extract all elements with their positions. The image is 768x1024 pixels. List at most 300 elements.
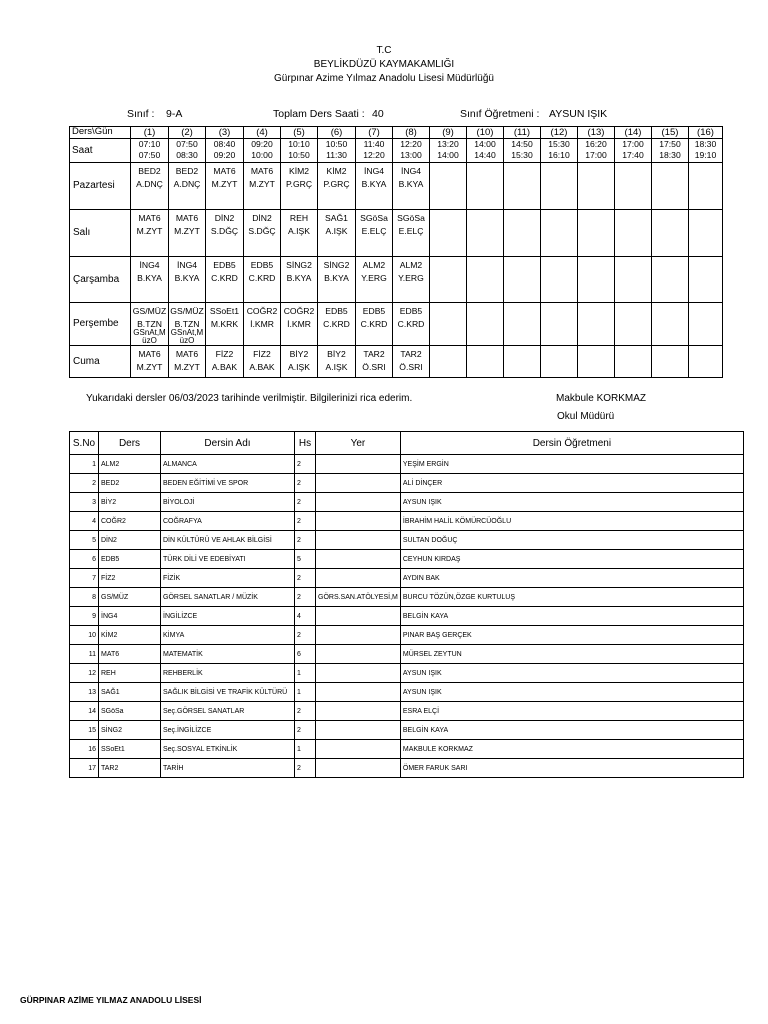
lesson-cell	[541, 163, 578, 210]
lesson-code: KİM2	[326, 166, 347, 176]
teacher-code: E.ELÇ	[398, 226, 424, 236]
course-place	[316, 626, 401, 645]
start-time: 10:50	[325, 139, 348, 149]
teacher-code: B.KYA	[324, 273, 349, 283]
hour-number: (10)	[467, 127, 504, 139]
table-row	[70, 626, 744, 645]
course-name: REHBERLİK	[161, 664, 295, 683]
lesson-code: EDB5	[213, 260, 236, 270]
lesson-cell	[281, 163, 318, 210]
course-place	[316, 721, 401, 740]
teacher-code: S.DĞÇ	[248, 226, 276, 236]
course-name: SAĞLIK BİLGİSİ VE TRAFİK KÜLTÜRÜ	[161, 683, 295, 702]
course-code: TAR2	[99, 759, 161, 778]
course-hours: 2	[295, 588, 316, 607]
table-row	[70, 683, 744, 702]
teacher-code: İ.KMR	[250, 319, 274, 329]
lesson-cell	[615, 303, 652, 346]
course-teacher: BELGİN KAYA	[400, 721, 743, 740]
end-time: 07:50	[138, 150, 161, 160]
row-number: 11	[70, 645, 99, 664]
lesson-code: REH	[289, 213, 309, 223]
start-time: 07:50	[176, 139, 198, 149]
room-code: GSnAt,M	[133, 329, 166, 337]
lesson-cell	[393, 346, 430, 378]
teacher-label: Sınıf Öğretmeni :	[460, 108, 540, 120]
teacher-code: B.KYA	[174, 273, 200, 283]
class-value: 9-A	[166, 108, 183, 120]
table-row	[70, 588, 744, 607]
hour-number: (9)	[430, 127, 467, 139]
hour-number: (6)	[318, 127, 356, 139]
lesson-cell	[393, 163, 430, 210]
time-slot	[430, 139, 467, 163]
lesson-code: İNG4	[400, 166, 422, 176]
end-time: 18:30	[659, 150, 681, 160]
lesson-code: SAĞ1	[325, 213, 348, 223]
course-hours: 2	[295, 721, 316, 740]
lesson-cell	[206, 303, 244, 346]
start-time: 18:30	[694, 139, 717, 149]
teacher-code: Y.ERG	[361, 273, 387, 283]
lesson-code: TAR2	[400, 349, 422, 359]
course-place	[316, 569, 401, 588]
course-hours: 2	[295, 531, 316, 550]
hour-number: (13)	[578, 127, 615, 139]
lesson-cell	[206, 163, 244, 210]
lesson-code: FİZ2	[253, 349, 271, 359]
teacher-code: M.ZYT	[174, 226, 200, 236]
lesson-cell	[318, 257, 356, 303]
lesson-code: TAR2	[363, 349, 385, 359]
teacher-code: A.BAK	[211, 362, 238, 372]
row-number: 6	[70, 550, 99, 569]
end-time: 19:10	[694, 150, 717, 160]
lesson-cell	[504, 257, 541, 303]
lesson-cell	[356, 303, 393, 346]
course-place	[316, 645, 401, 664]
row-number: 12	[70, 664, 99, 683]
hour-number: (16)	[689, 127, 723, 139]
course-teacher: AYSUN IŞIK	[400, 664, 743, 683]
teacher-code: A.IŞK	[325, 362, 348, 372]
hour-number: (12)	[541, 127, 578, 139]
course-place	[316, 607, 401, 626]
lesson-cell	[467, 210, 504, 257]
table-row	[70, 664, 744, 683]
lesson-cell	[281, 210, 318, 257]
start-time: 10:10	[288, 139, 310, 149]
lesson-cell	[356, 346, 393, 378]
row-number: 14	[70, 702, 99, 721]
teacher-code: A.DNÇ	[136, 179, 163, 189]
course-teacher: ALİ DİNÇER	[400, 474, 743, 493]
lesson-cell	[504, 163, 541, 210]
end-time: 11:30	[326, 150, 347, 160]
lesson-cell	[467, 346, 504, 378]
course-teacher: BELGİN KAYA	[400, 607, 743, 626]
end-time: 10:00	[251, 150, 273, 160]
lesson-cell	[615, 257, 652, 303]
lesson-cell	[541, 346, 578, 378]
weekly-timetable	[69, 126, 723, 378]
course-name: ALMANCA	[161, 455, 295, 474]
course-name: BİYOLOJİ	[161, 493, 295, 512]
course-list-table	[69, 431, 744, 778]
lesson-cell	[652, 346, 689, 378]
start-time: 14:50	[511, 139, 533, 149]
day-label: Pazartesi	[70, 163, 131, 210]
lesson-cell	[244, 257, 281, 303]
lesson-code: BED2	[175, 166, 199, 176]
lesson-cell	[689, 257, 723, 303]
teacher-code: C.KRD	[360, 319, 388, 329]
start-time: 13:20	[437, 139, 459, 149]
hour-number: (8)	[393, 127, 430, 139]
course-code: SİNG2	[99, 721, 161, 740]
hour-number: (7)	[356, 127, 393, 139]
teacher-code: A.IŞK	[288, 362, 310, 372]
time-slot	[689, 139, 723, 163]
table-row	[70, 550, 744, 569]
start-time: 09:20	[251, 139, 273, 149]
lesson-cell	[541, 210, 578, 257]
end-time: 10:50	[288, 150, 310, 160]
lesson-code: EDB5	[250, 260, 274, 270]
lesson-cell	[578, 346, 615, 378]
teacher-code: B.TZN	[174, 319, 200, 329]
time-slot	[467, 139, 504, 163]
teacher-code: C.KRD	[248, 273, 276, 283]
lesson-cell	[578, 257, 615, 303]
end-time: 08:30	[176, 150, 198, 160]
header-place: Yer	[316, 432, 401, 455]
lesson-code: MAT6	[175, 213, 199, 223]
course-place	[316, 550, 401, 569]
course-hours: 2	[295, 512, 316, 531]
course-teacher: MÜRSEL ZEYTUN	[400, 645, 743, 664]
table-row	[70, 759, 744, 778]
course-teacher: AYSUN IŞIK	[400, 493, 743, 512]
day-label: Perşembe	[70, 303, 131, 346]
lesson-cell	[356, 257, 393, 303]
lesson-cell	[615, 163, 652, 210]
lesson-cell	[318, 210, 356, 257]
course-code: DİN2	[99, 531, 161, 550]
hour-number: (1)	[131, 127, 169, 139]
course-hours: 1	[295, 683, 316, 702]
table-row	[70, 474, 744, 493]
course-code: ALM2	[99, 455, 161, 474]
course-teacher: MAKBULE KORKMAZ	[400, 740, 743, 759]
course-name: Seç.SOSYAL ETKİNLİK	[161, 740, 295, 759]
course-code: COĞR2	[99, 512, 161, 531]
lesson-code: SSoEt1	[209, 306, 240, 316]
course-teacher: BURCU TÖZÜN,ÖZGE KURTULUŞ	[400, 588, 743, 607]
course-hours: 2	[295, 474, 316, 493]
day-label: Cuma	[70, 346, 131, 378]
course-name: KİMYA	[161, 626, 295, 645]
lesson-code: SİNG2	[286, 260, 312, 270]
lesson-cell	[393, 210, 430, 257]
course-teacher: AYDIN BAK	[400, 569, 743, 588]
time-slot	[244, 139, 281, 163]
course-name: GÖRSEL SANATLAR / MÜZİK	[161, 588, 295, 607]
time-slot	[281, 139, 318, 163]
teacher-code: B.KYA	[286, 273, 312, 283]
signer-name: Makbule KORKMAZ	[556, 393, 647, 404]
end-time: 13:00	[400, 150, 422, 160]
teacher-code: P.GRÇ	[323, 179, 350, 189]
row-number: 9	[70, 607, 99, 626]
row-number: 4	[70, 512, 99, 531]
lesson-cell	[541, 257, 578, 303]
lesson-code: SGöSa	[397, 213, 425, 223]
course-code: FİZ2	[99, 569, 161, 588]
lesson-code: EDB5	[399, 306, 423, 316]
lesson-code: BİY2	[289, 349, 309, 359]
teacher-code: M.ZYT	[249, 179, 275, 189]
course-place	[316, 702, 401, 721]
row-number: 7	[70, 569, 99, 588]
lesson-cell	[652, 257, 689, 303]
room-code: üzO	[179, 337, 195, 345]
lesson-cell	[206, 346, 244, 378]
course-name: BEDEN EĞİTİMİ VE SPOR	[161, 474, 295, 493]
lesson-cell	[504, 346, 541, 378]
course-hours: 2	[295, 759, 316, 778]
lesson-cell	[430, 210, 467, 257]
teacher-value: AYSUN IŞIK	[549, 108, 608, 120]
hour-number: (3)	[206, 127, 244, 139]
start-time: 12:20	[400, 139, 422, 149]
header-district: BEYLİKDÜZÜ KAYMAKAMLIĞI	[313, 59, 455, 70]
lesson-code: ALM2	[362, 260, 386, 270]
course-name: Seç.İNGİLİZCE	[161, 721, 295, 740]
row-number: 16	[70, 740, 99, 759]
time-slot	[504, 139, 541, 163]
start-time: 17:00	[622, 139, 644, 149]
lesson-cell	[281, 303, 318, 346]
room-code: üzO	[142, 337, 157, 345]
course-place	[316, 512, 401, 531]
teacher-code: A.IŞK	[288, 226, 310, 236]
teacher-code: P.GRÇ	[285, 179, 313, 189]
teacher-code: B.KYA	[361, 179, 387, 189]
course-name: DİN KÜLTÜRÜ VE AHLAK BİLGİSİ	[161, 531, 295, 550]
lesson-cell	[578, 210, 615, 257]
lesson-cell	[652, 210, 689, 257]
time-slot	[206, 139, 244, 163]
course-place	[316, 493, 401, 512]
course-code: REH	[99, 664, 161, 683]
lesson-cell	[169, 210, 206, 257]
lesson-code: GS/MÜZ	[132, 306, 167, 316]
course-place: GÖRS.SAN.ATÖLYESİ,M	[316, 588, 401, 607]
hour-number: (2)	[169, 127, 206, 139]
lesson-cell	[169, 346, 206, 378]
teacher-code: Ö.SRI	[399, 362, 423, 372]
table-row	[70, 455, 744, 474]
lesson-cell	[652, 163, 689, 210]
lesson-cell	[131, 163, 169, 210]
lesson-cell	[467, 163, 504, 210]
course-hours: 2	[295, 455, 316, 474]
teacher-code: Ö.SRI	[362, 362, 386, 372]
header-sno: S.No	[70, 432, 99, 455]
start-time: 14:00	[474, 139, 496, 149]
row-number: 13	[70, 683, 99, 702]
lesson-cell	[356, 163, 393, 210]
teacher-code: C.KRD	[397, 319, 425, 329]
course-teacher: İBRAHİM HALİL KÖMÜRCÜOĞLU	[400, 512, 743, 531]
lesson-code: İNG4	[139, 260, 160, 270]
lesson-cell	[318, 303, 356, 346]
table-row	[70, 493, 744, 512]
start-time: 07:10	[138, 139, 161, 149]
lesson-code: MAT6	[213, 166, 236, 176]
teacher-code: M.ZYT	[174, 362, 200, 372]
lesson-cell	[689, 346, 723, 378]
end-time: 17:00	[585, 150, 607, 160]
lesson-code: EDB5	[325, 306, 348, 316]
end-time: 17:40	[622, 150, 644, 160]
course-place	[316, 531, 401, 550]
lesson-cell	[244, 346, 281, 378]
lesson-cell	[467, 303, 504, 346]
lesson-cell	[318, 346, 356, 378]
lesson-cell	[689, 163, 723, 210]
hour-number: (11)	[504, 127, 541, 139]
row-number: 5	[70, 531, 99, 550]
header-tc: T.C	[376, 45, 392, 56]
course-name: TARİH	[161, 759, 295, 778]
total-hours-label: Toplam Ders Saati :	[273, 108, 365, 120]
course-code: İNG4	[99, 607, 161, 626]
course-place	[316, 740, 401, 759]
lesson-code: DİN2	[252, 213, 272, 223]
lesson-cell	[689, 303, 723, 346]
course-place	[316, 474, 401, 493]
course-name: İNGİLİZCE	[161, 607, 295, 626]
course-teacher: PINAR BAŞ GERÇEK	[400, 626, 743, 645]
course-hours: 2	[295, 702, 316, 721]
teacher-code: M.KRK	[210, 319, 239, 329]
course-teacher: AYSUN IŞIK	[400, 683, 743, 702]
course-name: TÜRK DİLİ VE EDEBİYATI	[161, 550, 295, 569]
course-code: BED2	[99, 474, 161, 493]
teacher-code: C.KRD	[211, 273, 238, 283]
course-hours: 2	[295, 626, 316, 645]
lesson-cell	[169, 303, 206, 346]
header-teacher: Dersin Öğretmeni	[400, 432, 743, 455]
end-time: 16:10	[548, 150, 570, 160]
table-row	[70, 702, 744, 721]
room-code: GSnAt,M	[170, 329, 204, 337]
header-name: Dersin Adı	[161, 432, 295, 455]
lesson-cell	[652, 303, 689, 346]
lesson-cell	[504, 303, 541, 346]
hour-number: (4)	[244, 127, 281, 139]
teacher-code: C.KRD	[323, 319, 350, 329]
course-teacher: YEŞİM ERGİN	[400, 455, 743, 474]
lesson-code: FİZ2	[215, 349, 234, 359]
teacher-code: A.IŞK	[325, 226, 348, 236]
course-code: SAĞ1	[99, 683, 161, 702]
start-time: 15:30	[548, 139, 570, 149]
lesson-code: İNG4	[176, 260, 198, 270]
course-code: GS/MÜZ	[99, 588, 161, 607]
lesson-cell	[578, 303, 615, 346]
lesson-cell	[206, 257, 244, 303]
lesson-code: GS/MÜZ	[170, 306, 204, 316]
start-time: 08:40	[213, 139, 236, 149]
row-number: 3	[70, 493, 99, 512]
course-name: COĞRAFYA	[161, 512, 295, 531]
end-time: 15:30	[511, 150, 533, 160]
lesson-code: İNG4	[363, 166, 385, 176]
lesson-cell	[430, 303, 467, 346]
end-time: 14:40	[474, 150, 496, 160]
course-name: MATEMATİK	[161, 645, 295, 664]
lesson-cell	[541, 303, 578, 346]
course-code: MAT6	[99, 645, 161, 664]
teacher-code: B.KYA	[137, 273, 162, 283]
teacher-code: A.BAK	[249, 362, 275, 372]
lesson-cell	[318, 163, 356, 210]
teacher-code: M.ZYT	[211, 179, 238, 189]
course-hours: 1	[295, 740, 316, 759]
lesson-code: MAT6	[175, 349, 199, 359]
course-name: Seç.GÖRSEL SANATLAR	[161, 702, 295, 721]
course-teacher: CEYHUN KIRDAŞ	[400, 550, 743, 569]
time-slot	[578, 139, 615, 163]
time-slot	[393, 139, 430, 163]
lesson-code: MAT6	[250, 166, 274, 176]
course-hours: 5	[295, 550, 316, 569]
lesson-cell	[430, 163, 467, 210]
course-code: KİM2	[99, 626, 161, 645]
lesson-cell	[578, 163, 615, 210]
teacher-code: B.KYA	[398, 179, 424, 189]
lesson-cell	[430, 346, 467, 378]
lesson-cell	[615, 210, 652, 257]
row-number: 2	[70, 474, 99, 493]
row-number: 10	[70, 626, 99, 645]
lesson-cell	[244, 163, 281, 210]
lesson-cell	[504, 210, 541, 257]
course-code: SSoEt1	[99, 740, 161, 759]
row-number: 17	[70, 759, 99, 778]
lesson-cell	[131, 346, 169, 378]
table-row	[70, 740, 744, 759]
lesson-cell	[131, 210, 169, 257]
lesson-code: SGöSa	[360, 213, 388, 223]
lesson-cell	[430, 257, 467, 303]
start-time: 17:50	[659, 139, 681, 149]
lesson-cell	[281, 257, 318, 303]
teacher-code: M.ZYT	[136, 362, 163, 372]
lesson-code: DİN2	[214, 213, 235, 223]
end-time: 14:00	[437, 150, 459, 160]
time-slot	[652, 139, 689, 163]
time-slot	[356, 139, 393, 163]
day-label: Çarşamba	[70, 257, 131, 303]
footer-school-name: GÜRPINAR AZİME YILMAZ ANADOLU LİSESİ	[20, 995, 202, 1005]
signer-title: Okul Müdürü	[557, 411, 615, 422]
time-label: Saat	[70, 139, 131, 163]
lesson-code: MAT6	[138, 349, 161, 359]
